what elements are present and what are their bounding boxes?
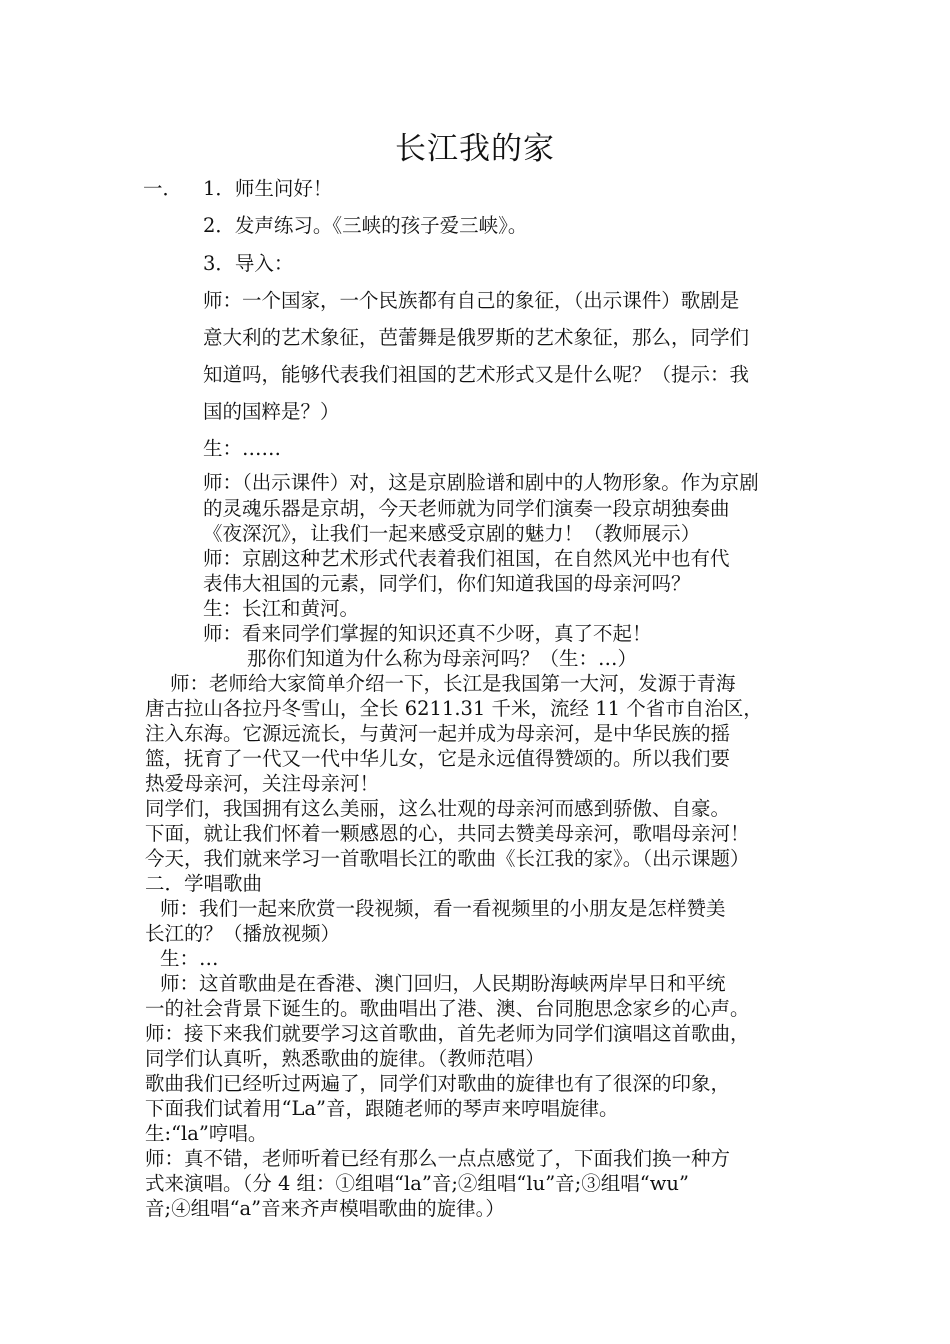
paragraph-line: 的灵魂乐器是京胡，今天老师就为同学们演奏一段京胡独奏曲: [203, 497, 730, 520]
paragraph-line: 同学们认真听，熟悉歌曲的旋律。（教师范唱）: [145, 1047, 545, 1070]
paragraph-line: 唐古拉山各拉丹冬雪山，全长 6211.31 千米，流经 11 个省市自治区，: [145, 697, 763, 720]
paragraph-line: 表伟大祖国的元素，同学们，你们知道我国的母亲河吗？: [203, 572, 691, 595]
paragraph-line: 热爱母亲河，关注母亲河！: [145, 772, 380, 795]
paragraph-line: 师：（出示课件）对，这是京剧脸谱和剧中的人物形象。作为京剧: [203, 471, 759, 494]
paragraph-line: 下面我们试着用“La”音，跟随老师的琴声来哼唱旋律。: [145, 1097, 619, 1120]
list-item: 1．师生问好！: [203, 177, 333, 200]
paragraph-line: 注入东海。它源远流长，与黄河一起并成为母亲河，是中华民族的摇: [145, 722, 731, 745]
paragraph-line: 生：…: [160, 947, 219, 970]
paragraph-line: 一的社会背景下诞生的。歌曲唱出了港、澳、台同胞思念家乡的心声。: [145, 997, 750, 1020]
paragraph-line: 知道吗，能够代表我们祖国的艺术形式又是什么呢？（提示：我: [203, 363, 750, 386]
section-heading: 二．学唱歌曲: [145, 872, 263, 895]
paragraph-line: 师：一个国家，一个民族都有自己的象征，（出示课件）歌剧是: [203, 289, 740, 312]
paragraph-line: 下面，就让我们怀着一颗感恩的心，共同去赞美母亲河，歌唱母亲河！: [145, 822, 750, 845]
paragraph-line: 篮，抚育了一代又一代中华儿女，它是永远值得赞颂的。所以我们要: [145, 747, 731, 770]
paragraph-line: 意大利的艺术象征，芭蕾舞是俄罗斯的艺术象征，那么，同学们: [203, 326, 750, 349]
paragraph-line: 师：看来同学们掌握的知识还真不少呀，真了不起！: [203, 622, 652, 645]
paragraph-line: 今天，我们就来学习一首歌唱长江的歌曲《长江我的家》。（出示课题）: [145, 847, 750, 870]
list-item: 2．发声练习。《三峡的孩子爱三峡》。: [203, 214, 528, 237]
paragraph-line: 歌曲我们已经听过两遍了，同学们对歌曲的旋律也有了很深的印象，: [145, 1072, 731, 1095]
paragraph-line: 《夜深沉》，让我们一起来感受京剧的魅力！（教师展示）: [203, 522, 701, 545]
paragraph-line: 国的国粹是？）: [203, 400, 340, 423]
list-item: 3．导入：: [203, 252, 294, 275]
paragraph-line: 师：真不错，老师听着已经有那么一点点感觉了，下面我们换一种方: [145, 1147, 731, 1170]
paragraph-line: 生：长江和黄河。: [203, 597, 360, 620]
paragraph-line: 生:“la”哼唱。: [145, 1122, 268, 1145]
paragraph-line: 生：……: [203, 437, 282, 460]
paragraph-line: 师：京剧这种艺术形式代表着我们祖国，在自然风光中也有代: [203, 547, 730, 570]
paragraph-line: 那你们知道为什么称为母亲河吗？（生：…）: [247, 647, 638, 670]
paragraph-line: 师：老师给大家简单介绍一下，长江是我国第一大河，发源于青海: [170, 672, 736, 695]
paragraph-line: 长江的？（播放视频）: [145, 922, 341, 945]
paragraph-line: 同学们，我国拥有这么美丽，这么壮观的母亲河而感到骄傲、自豪。: [145, 797, 731, 820]
paragraph-line: 式来演唱。（分 4 组：①组唱“la”音;②组唱“lu”音;③组唱“wu”: [145, 1172, 689, 1195]
document-title: 长江我的家: [395, 131, 555, 167]
paragraph-line: 音;④组唱“a”音来齐声模唱歌曲的旋律。）: [145, 1197, 505, 1220]
section-marker: 一．: [143, 177, 183, 200]
paragraph-line: 师：这首歌曲是在香港、澳门回归，人民期盼海峡两岸早日和平统: [160, 972, 726, 995]
paragraph-line: 师：接下来我们就要学习这首歌曲，首先老师为同学们演唱这首歌曲，: [145, 1022, 750, 1045]
paragraph-line: 师：我们一起来欣赏一段视频，看一看视频里的小朋友是怎样赞美: [160, 897, 726, 920]
